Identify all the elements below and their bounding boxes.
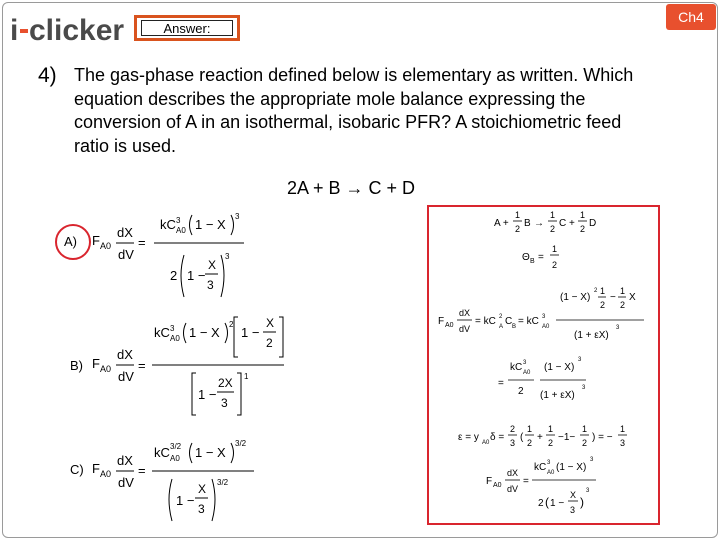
svg-text:3/2: 3/2 bbox=[235, 439, 247, 448]
svg-text:−: − bbox=[610, 292, 616, 303]
svg-text:A0: A0 bbox=[170, 334, 180, 343]
svg-text:) = −: ) = − bbox=[592, 432, 613, 443]
svg-text:3: 3 bbox=[225, 252, 230, 261]
svg-text:F: F bbox=[92, 461, 100, 476]
svg-text:(: ( bbox=[545, 495, 549, 509]
svg-text:1: 1 bbox=[580, 210, 586, 220]
svg-text:dX: dX bbox=[507, 468, 519, 478]
svg-text:3/2: 3/2 bbox=[217, 478, 229, 487]
svg-text:1 − X: 1 − X bbox=[195, 445, 226, 460]
svg-text:1: 1 bbox=[244, 372, 249, 381]
svg-text:=: = bbox=[138, 358, 146, 373]
svg-text:dV: dV bbox=[118, 247, 134, 262]
svg-text:1 −: 1 − bbox=[550, 498, 565, 509]
svg-text:(1 − X): (1 − X) bbox=[544, 362, 575, 373]
svg-text:3: 3 bbox=[221, 396, 228, 410]
svg-text:2: 2 bbox=[527, 438, 533, 448]
svg-text:3: 3 bbox=[582, 385, 586, 391]
svg-text:dV: dV bbox=[118, 475, 134, 490]
svg-text:dX: dX bbox=[117, 453, 133, 468]
svg-text:=: = bbox=[138, 235, 146, 250]
svg-text:C: C bbox=[505, 316, 513, 327]
svg-text:(1 − X): (1 − X) bbox=[560, 292, 591, 303]
svg-text:3: 3 bbox=[616, 325, 620, 331]
svg-text:2X: 2X bbox=[218, 376, 233, 390]
svg-text:2: 2 bbox=[538, 498, 544, 509]
svg-text:−1−: −1− bbox=[558, 432, 576, 443]
svg-text:A0: A0 bbox=[100, 241, 112, 251]
svg-text:i: i bbox=[10, 14, 19, 47]
svg-text:2: 2 bbox=[229, 320, 234, 329]
svg-text:X: X bbox=[570, 490, 577, 500]
svg-text:2: 2 bbox=[266, 336, 273, 350]
svg-text:2: 2 bbox=[499, 314, 503, 320]
svg-text:3: 3 bbox=[542, 314, 546, 320]
svg-text:Θ: Θ bbox=[522, 252, 530, 263]
svg-text:F: F bbox=[438, 316, 445, 327]
svg-text:1 − X: 1 − X bbox=[195, 217, 226, 232]
svg-text:): ) bbox=[580, 495, 584, 509]
option-c-label[interactable]: C) bbox=[70, 462, 84, 477]
iclicker-logo bbox=[10, 10, 134, 50]
svg-text:A +: A + bbox=[494, 218, 509, 229]
svg-text:(1 + εX): (1 + εX) bbox=[574, 330, 609, 341]
svg-text:dV: dV bbox=[459, 324, 471, 334]
svg-text:3: 3 bbox=[570, 505, 576, 515]
svg-text:3: 3 bbox=[176, 216, 181, 225]
svg-text:1 −: 1 − bbox=[176, 493, 195, 508]
svg-text:B: B bbox=[512, 324, 517, 330]
svg-text:A0: A0 bbox=[542, 324, 550, 330]
svg-text:2: 2 bbox=[518, 386, 524, 397]
svg-text:dX: dX bbox=[459, 308, 471, 318]
svg-text:1: 1 bbox=[600, 286, 606, 296]
svg-text:X: X bbox=[629, 292, 636, 303]
svg-text:→: → bbox=[534, 218, 544, 229]
svg-text:dX: dX bbox=[117, 347, 133, 362]
svg-text:2: 2 bbox=[580, 224, 586, 234]
svg-text:3: 3 bbox=[590, 457, 594, 463]
svg-text:A0: A0 bbox=[176, 226, 186, 235]
chapter-tag: Ch4 bbox=[666, 4, 716, 30]
svg-text:1: 1 bbox=[552, 244, 558, 254]
svg-text:3: 3 bbox=[198, 502, 205, 516]
option-a-equation bbox=[92, 205, 262, 300]
svg-text:(1 − X): (1 − X) bbox=[556, 462, 587, 473]
svg-text:= kC: = kC bbox=[518, 316, 539, 327]
option-c-equation bbox=[92, 433, 272, 528]
svg-text:3: 3 bbox=[207, 278, 214, 292]
svg-text:3/2: 3/2 bbox=[170, 442, 182, 451]
svg-text:(: ( bbox=[520, 432, 524, 443]
option-a-label[interactable]: A) bbox=[64, 234, 77, 249]
svg-text:1: 1 bbox=[620, 424, 626, 434]
question-number: 4) bbox=[38, 64, 57, 87]
svg-text:D: D bbox=[589, 218, 597, 229]
svg-text:F: F bbox=[92, 233, 100, 248]
svg-text:clicker: clicker bbox=[29, 14, 125, 47]
svg-text:A0: A0 bbox=[523, 370, 531, 376]
svg-text:B: B bbox=[524, 218, 531, 229]
svg-text:2: 2 bbox=[550, 224, 556, 234]
option-b-equation bbox=[92, 313, 292, 423]
svg-text:A0: A0 bbox=[445, 322, 454, 329]
svg-text:X: X bbox=[198, 482, 207, 496]
svg-text:1 −: 1 − bbox=[198, 387, 217, 402]
svg-text:2: 2 bbox=[582, 438, 588, 448]
svg-text:1: 1 bbox=[550, 210, 556, 220]
svg-text:3: 3 bbox=[578, 357, 582, 363]
svg-text:2: 2 bbox=[548, 438, 554, 448]
svg-text:C +: C + bbox=[559, 218, 575, 229]
reaction-equation: 2A + B → C + D bbox=[287, 178, 416, 198]
svg-text:3: 3 bbox=[523, 360, 527, 366]
svg-text:2: 2 bbox=[510, 424, 516, 434]
svg-text:2: 2 bbox=[552, 260, 558, 270]
svg-text:X: X bbox=[266, 316, 275, 330]
svg-text:2: 2 bbox=[170, 268, 178, 283]
svg-text:ε = y: ε = y bbox=[458, 432, 479, 443]
svg-text:1 −: 1 − bbox=[187, 268, 206, 283]
svg-text:kC: kC bbox=[154, 445, 170, 460]
svg-text:1: 1 bbox=[582, 424, 588, 434]
svg-text:A0: A0 bbox=[482, 440, 490, 446]
svg-text:dX: dX bbox=[117, 225, 133, 240]
svg-text:F: F bbox=[92, 356, 100, 371]
svg-text:3: 3 bbox=[620, 438, 626, 448]
svg-text:1: 1 bbox=[548, 424, 554, 434]
svg-text:kC: kC bbox=[160, 217, 176, 232]
svg-text:2: 2 bbox=[600, 300, 606, 310]
svg-text:A: A bbox=[499, 324, 504, 330]
svg-text:2: 2 bbox=[620, 300, 626, 310]
svg-text:X: X bbox=[208, 258, 217, 272]
svg-text:= kC: = kC bbox=[475, 316, 496, 327]
svg-text:A0: A0 bbox=[100, 364, 112, 374]
svg-text:kC: kC bbox=[534, 462, 547, 473]
svg-text:A0: A0 bbox=[100, 469, 112, 479]
svg-text:3: 3 bbox=[510, 438, 516, 448]
answer-box[interactable] bbox=[134, 15, 240, 41]
svg-text:1: 1 bbox=[620, 286, 626, 296]
svg-text:=: = bbox=[538, 252, 544, 263]
svg-text:3: 3 bbox=[586, 488, 590, 494]
svg-text:=: = bbox=[498, 378, 504, 389]
derivation-equations bbox=[430, 208, 658, 523]
svg-text:+: + bbox=[537, 432, 543, 443]
svg-text:A0: A0 bbox=[493, 482, 502, 489]
svg-text:1 −: 1 − bbox=[241, 325, 260, 340]
svg-text:2: 2 bbox=[594, 288, 598, 294]
question-text: The gas-phase reaction defined below is elementary as written. Which equation describes the appropriate mole balance expressing the conversion of A in an isothermal, isobaric PFR? A stoichiometric feed ratio is used. bbox=[74, 65, 634, 156]
svg-text:3: 3 bbox=[235, 212, 240, 221]
svg-text:dV: dV bbox=[118, 369, 134, 384]
svg-text:1: 1 bbox=[515, 210, 521, 220]
svg-text:2: 2 bbox=[515, 224, 521, 234]
svg-text:1: 1 bbox=[527, 424, 533, 434]
svg-text:δ =: δ = bbox=[490, 432, 505, 443]
svg-text:A0: A0 bbox=[170, 454, 180, 463]
option-b-label[interactable]: B) bbox=[70, 358, 83, 373]
svg-text:kC: kC bbox=[510, 362, 523, 373]
svg-text:F: F bbox=[486, 476, 493, 487]
svg-text:A0: A0 bbox=[547, 470, 555, 476]
svg-text:1 − X: 1 − X bbox=[189, 325, 220, 340]
svg-text:dV: dV bbox=[507, 484, 519, 494]
answer-label: Answer: bbox=[141, 20, 233, 36]
svg-text:kC: kC bbox=[154, 325, 170, 340]
svg-text:=: = bbox=[523, 476, 529, 487]
svg-text:B: B bbox=[530, 258, 535, 265]
svg-text:=: = bbox=[138, 463, 146, 478]
svg-text:(1 + εX): (1 + εX) bbox=[540, 390, 575, 401]
svg-text:3: 3 bbox=[547, 460, 551, 466]
svg-text:3: 3 bbox=[170, 324, 175, 333]
